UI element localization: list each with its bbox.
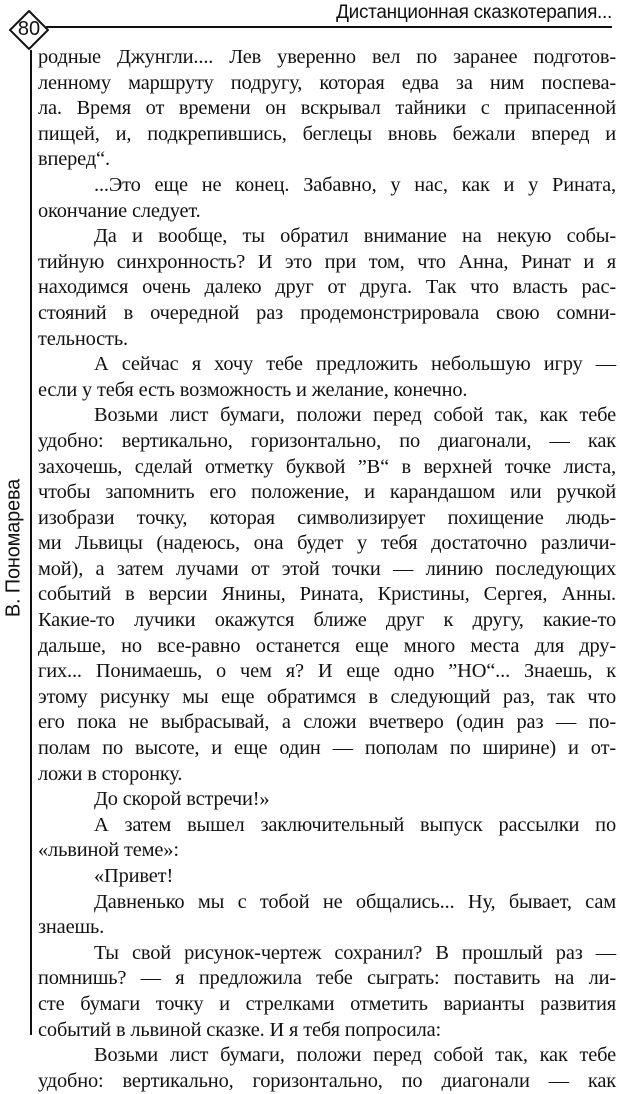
text-line: помнишь? — я предложила тебе сыграть: поставить на ли- <box>38 967 616 990</box>
text-line: сте бумаги точку и стрелками отметить варианты развития <box>38 992 616 1015</box>
sidebar-rule <box>30 50 32 1035</box>
text-line: Ты свой рисунок-чертеж сохранил? В прошлый раз — <box>94 941 616 964</box>
text-line: До скорой встречи!» <box>94 788 270 811</box>
text-line: если у тебя есть возможность и желание, конечно. <box>38 378 468 401</box>
text-line: родные Джунгли.... Лев уверенно вел по заранее подготов- <box>38 46 616 68</box>
body-text <box>38 45 616 1094</box>
header-rule <box>46 26 612 28</box>
running-title: Дистанционная сказкотерапия... <box>336 2 612 23</box>
text-line: ложи в сторонку. <box>38 762 183 785</box>
text-line: окончание следует. <box>38 199 201 222</box>
text-line: событий в львиной сказке. И я тебя попросила: <box>38 1018 442 1041</box>
text-line: мой), а затем лучами от этой точки — линию последующих <box>38 557 616 580</box>
text-line: Да и вообще, ты обратил внимание на некую собы- <box>94 225 616 248</box>
text-line: дальше, но все-равно останется еще много места для дру- <box>38 634 616 657</box>
sidebar-author <box>0 0 26 1041</box>
author-name: В. Пономарева <box>2 478 25 618</box>
text-line: тийную синхронность? И это при том, что Анна, Ринат и я <box>38 250 616 273</box>
text-line: ла. Время от времени он вскрывал тайники с припасенной <box>38 97 616 120</box>
text-line: А сейчас я хочу тебе предложить небольшую игру — <box>94 353 616 376</box>
text-line: захочешь, сделай отметку буквой ”В“ в верхней точке листа, <box>38 455 616 478</box>
text-line: находимся очень далеко друг от друга. Так что власть рас- <box>38 276 616 299</box>
text-line: его пока не выбрасывай, а сложи вчетверо (один раз — по- <box>38 711 616 734</box>
text-line: знаешь. <box>38 916 105 939</box>
text-line: стояний в очередной раз продемонстрировала свою сомни- <box>38 301 616 324</box>
page-number: 80 <box>17 18 41 40</box>
text-line: удобно: вертикально, горизонтально, по диагонали — как <box>38 1069 616 1092</box>
text-line: «львиной теме»: <box>38 839 179 862</box>
text-line: А затем вышел заключительный выпуск рассылки по <box>94 813 616 836</box>
text-line: этому рисунку мы еще обратимся в следующий раз, так что <box>38 685 616 708</box>
text-line: Возьми лист бумаги, положи перед собой так, как тебе <box>94 404 616 427</box>
text-line: ...Это еще не конец. Забавно, у нас, как и у Рината, <box>94 173 616 196</box>
text-line: событий в версии Янины, Рината, Кристины, Сергея, Анны. <box>38 583 616 606</box>
text-line: ми Львицы (надеюсь, она будет у тебя достаточно различи- <box>38 532 616 555</box>
text-line: Какие-то лучики окажутся ближе друг к другу, какие-то <box>38 609 616 632</box>
text-line: полам по высоте, и еще один — пополам по ширине) и от- <box>38 737 616 760</box>
text-line: удобно: вертикально, горизонтально, по диагонали, — как <box>38 429 616 452</box>
text-line: изобрази точку, которая символизирует похищение людь- <box>38 506 616 529</box>
text-line: гих... Понимаешь, о чем я? И еще одно ”НО“... Знаешь, к <box>38 660 616 683</box>
text-line: ленному маршруту подругу, которая едва за ним поспева- <box>38 71 616 94</box>
text-line: вперед“. <box>38 148 110 171</box>
text-line: тельность. <box>38 327 128 350</box>
text-line: пищей, и, подкрепившись, беглецы вновь бежали вперед и <box>38 122 616 145</box>
text-line: Давненько мы с тобой не общались... Ну, бывает, сам <box>94 890 616 913</box>
text-line: Возьми лист бумаги, положи перед собой так, как тебе <box>94 1044 616 1067</box>
text-line: «Привет! <box>94 865 174 887</box>
text-line: чтобы запомнить его положение, и карандашом или ручкой <box>38 481 616 504</box>
